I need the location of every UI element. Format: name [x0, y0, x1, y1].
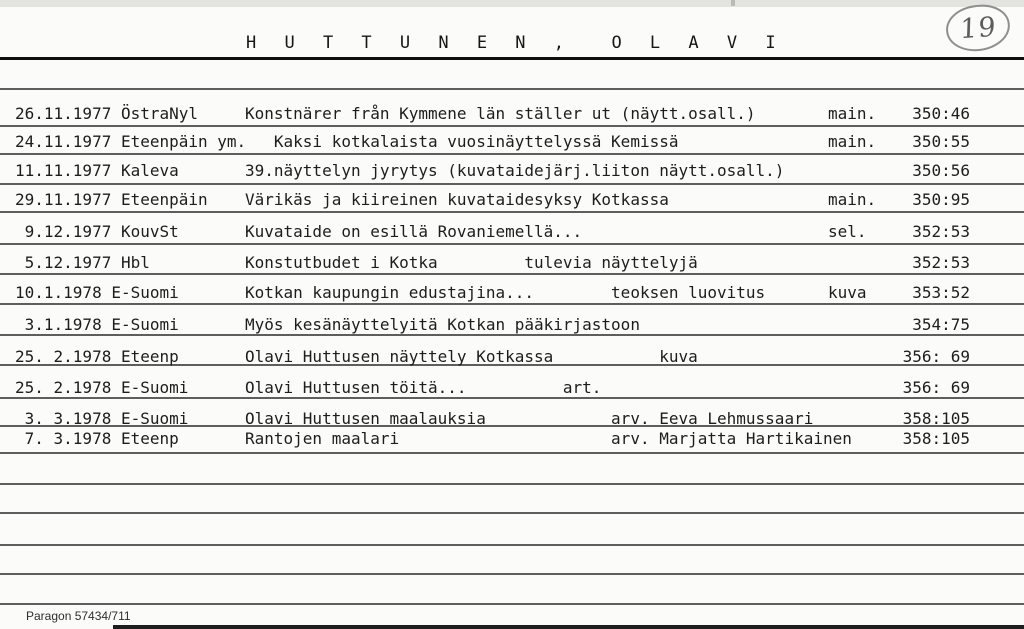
ruled-line	[0, 573, 1024, 575]
row-reference: 358:105	[902, 409, 970, 428]
row-reference: 356: 69	[902, 378, 970, 397]
ruled-line	[0, 483, 1024, 485]
ruled-line	[0, 153, 1024, 155]
table-row	[0, 378, 1024, 397]
page-title: H U T T U N E N , O L A V I	[246, 33, 785, 53]
table-row	[0, 429, 1024, 448]
row-date-source: 9.12.1977 KouvSt	[15, 222, 179, 241]
handwritten-page-number-circle	[943, 1, 1012, 54]
row-date-source: 10.1.1978 E-Suomi	[15, 283, 179, 302]
row-note: kuva	[828, 283, 867, 302]
table-row	[0, 104, 1024, 123]
row-title: Konstutbudet i Kotka tulevia näyttelyjä	[245, 253, 698, 272]
ruled-line	[0, 211, 1024, 213]
ruled-line	[0, 544, 1024, 546]
row-reference: 354:75	[912, 315, 970, 334]
row-reference: 350:56	[912, 161, 970, 180]
row-date-source: 3. 3.1978 E-Suomi	[15, 409, 189, 428]
row-date-source: 25. 2.1978 E-Suomi	[15, 378, 189, 397]
row-reference: 353:52	[912, 283, 970, 302]
row-title: Värikäs ja kiireinen kuvataidesyksy Kotkassa	[245, 190, 669, 209]
card-stock-print-mark: Paragon 57434/711	[26, 609, 131, 623]
row-note: main.	[828, 190, 877, 209]
row-reference: 356: 69	[902, 347, 970, 366]
row-note: sel.	[828, 222, 867, 241]
header-rule	[0, 57, 1024, 60]
ruled-line	[0, 273, 1024, 275]
row-date-source: 24.11.1977 Eteenpäin ym.	[15, 132, 247, 151]
ruled-line	[0, 603, 1024, 605]
ruled-line	[0, 243, 1024, 245]
scan-edge-top	[0, 0, 1024, 7]
table-row	[0, 190, 1024, 209]
table-row	[0, 347, 1024, 366]
table-row	[0, 283, 1024, 302]
row-reference: 358:105	[902, 429, 970, 448]
row-date-source: 7. 3.1978 Eteenp	[15, 429, 179, 448]
row-title: Myös kesänäyttelyitä Kotkan pääkirjastoon	[245, 315, 640, 334]
row-title: Kotkan kaupungin edustajina... teoksen luovitus	[245, 283, 766, 302]
ruled-line	[0, 303, 1024, 305]
ruled-line	[0, 183, 1024, 185]
row-date-source: 5.12.1977 Hbl	[15, 253, 150, 272]
row-date-source: 26.11.1977 ÖstraNyl	[15, 104, 199, 123]
table-row	[0, 132, 1024, 151]
table-row	[0, 253, 1024, 272]
row-date-source: 3.1.1978 E-Suomi	[15, 315, 179, 334]
ruled-line	[0, 397, 1024, 399]
ruled-line	[0, 125, 1024, 127]
row-title: Kaksi kotkalaista vuosinäyttelyssä Kemissä	[245, 132, 679, 151]
scan-speck	[731, 0, 735, 6]
row-reference: 350:55	[912, 132, 970, 151]
page-number: 19	[959, 11, 997, 45]
row-date-source: 11.11.1977 Kaleva	[15, 161, 179, 180]
scan-edge-bottom	[113, 625, 1024, 629]
row-reference: 352:53	[912, 253, 970, 272]
row-reference: 350:46	[912, 104, 970, 123]
row-note: main.	[828, 132, 877, 151]
table-row	[0, 222, 1024, 241]
ruled-line	[0, 512, 1024, 514]
table-row	[0, 315, 1024, 334]
table-row	[0, 409, 1024, 428]
row-date-source: 25. 2.1978 Eteenp	[15, 347, 179, 366]
ruled-line	[0, 334, 1024, 336]
row-reference: 350:95	[912, 190, 970, 209]
row-title: Konstnärer från Kymmene län ställer ut (näytt.osall.)	[245, 104, 756, 123]
row-title: Olavi Huttusen maalauksia arv. Eeva Lehmussaari	[245, 409, 814, 428]
row-title: Kuvataide on esillä Rovaniemellä...	[245, 222, 583, 241]
row-note: main.	[828, 104, 877, 123]
row-title: Olavi Huttusen näyttely Kotkassa kuva	[245, 347, 698, 366]
row-title: 39.näyttelyn jyrytys (kuvataidejärj.liiton näytt.osall.)	[245, 161, 785, 180]
table-row	[0, 161, 1024, 180]
row-title: Rantojen maalari arv. Marjatta Hartikainen	[245, 429, 852, 448]
row-reference: 352:53	[912, 222, 970, 241]
row-title: Olavi Huttusen töitä... art.	[245, 378, 602, 397]
row-date-source: 29.11.1977 Eteenpäin	[15, 190, 208, 209]
ruled-line	[0, 452, 1024, 454]
ruled-line	[0, 88, 1024, 90]
